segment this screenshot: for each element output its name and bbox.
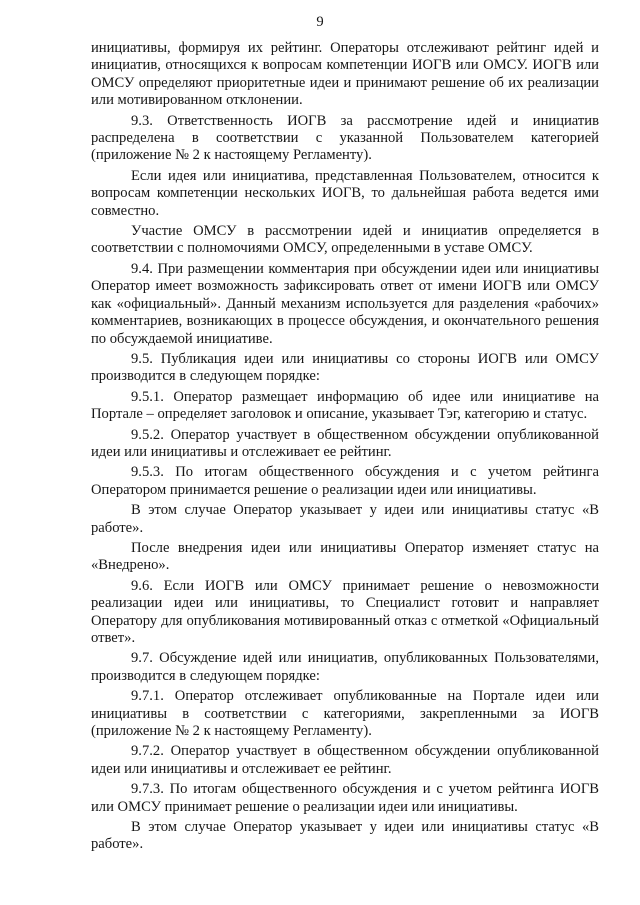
paragraph: Участие ОМСУ в рассмотрении идей и инициатив определяется в соответствии с полномочиями ОМСУ, определенными в уставе ОМСУ.: [91, 223, 599, 257]
paragraph-9-4: 9.4. При размещении комментария при обсуждении идеи или инициативы Оператор имеет возможность зафиксировать ответ от имени ИОГВ или ОМСУ как «официальный». Данный механизм используется для разделения «рабочих» комментариев, возникающих в процессе обсуждения, и окончательного решения по обсуждаемой инициативе.: [91, 260, 599, 347]
paragraph-9-7-2: 9.7.2. Оператор участвует в общественном обсуждении опубликованной идеи или инициативы и отслеживает ее рейтинг.: [91, 743, 599, 777]
paragraph: В этом случае Оператор указывает у идеи или инициативы статус «В работе».: [91, 502, 599, 536]
paragraph-9-5-1: 9.5.1. Оператор размещает информацию об идее или инициативе на Портале – определяет заголовок и описание, указывает Тэг, категорию и статус.: [91, 388, 599, 423]
paragraph-9-3: 9.3. Ответственность ИОГВ за рассмотрение идей и инициатив распределена в соответствии с указанной Пользователем категорией (приложение № 2 к настоящему Регламенту).: [91, 112, 599, 164]
paragraph-9-7: 9.7. Обсуждение идей или инициатив, опубликованных Пользователями, производится в следующем порядке:: [91, 650, 599, 684]
paragraph-9-7-1: 9.7.1. Оператор отслеживает опубликованные на Портале идеи или инициативы в соответствии с категориями, закрепленными за ИОГВ (приложение № 2 к настоящему Регламенту).: [91, 688, 599, 740]
document-body: [91, 40, 599, 854]
paragraph-9-6: 9.6. Если ИОГВ или ОМСУ принимает решение о невозможности реализации идеи или инициативы, то Специалист готовит и направляет Оператору для опубликования мотивированный отказ с отметкой «Официальный ответ».: [91, 577, 599, 646]
paragraph-9-5: 9.5. Публикация идеи или инициативы со стороны ИОГВ или ОМСУ производится в следующем порядке:: [91, 350, 599, 385]
paragraph-9-5-2: 9.5.2. Оператор участвует в общественном обсуждении опубликованной идеи или инициативы и отслеживает ее рейтинг.: [91, 426, 599, 460]
paragraph-9-5-3: 9.5.3. По итогам общественного обсуждения и с учетом рейтинга Оператором принимается решение о реализации идеи или инициативы.: [91, 464, 599, 498]
paragraph-9-7-3: 9.7.3. По итогам общественного обсуждения и с учетом рейтинга ИОГВ или ОМСУ принимает решение о реализации идеи или инициативы.: [91, 781, 599, 815]
paragraph: В этом случае Оператор указывает у идеи или инициативы статус «В работе».: [91, 819, 599, 853]
paragraph: инициативы, формируя их рейтинг. Операторы отслеживают рейтинг идей и инициатив, относящихся к вопросам компетенции ИОГВ или ОМСУ. ИОГВ или ОМСУ определяют приоритетные идеи и принимают решение об их реализации или мотивированном отклонении.: [91, 40, 599, 109]
page-number: 9: [316, 14, 324, 30]
paragraph: После внедрения идеи или инициативы Оператор изменяет статус на «Внедрено».: [91, 539, 599, 574]
paragraph: Если идея или инициатива, представленная Пользователем, относится к вопросам компетенции нескольких ИОГВ, то дальнейшая работа ведется ими совместно.: [91, 167, 599, 219]
